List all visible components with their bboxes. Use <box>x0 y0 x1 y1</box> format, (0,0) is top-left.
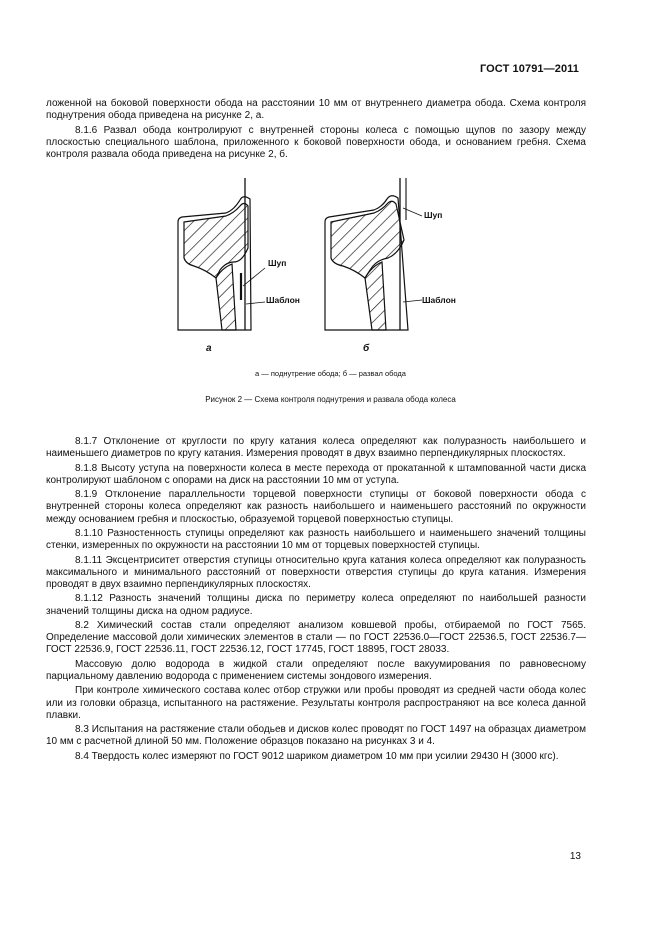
paragraph-8-1-11: 8.1.11 Эксцентриситет отверстия ступицы относительно круга катания колеса определяют как полуразность максимального и минимального расстояний от поверхности отверстия ступицы до круга катания. Измерения проводят в двух взаимно перпендикулярных плоскостях. <box>46 554 586 590</box>
subfigure-b-letter: б <box>363 343 370 354</box>
paragraph-8-1-10: 8.1.10 Разностенность ступицы определяют как разность наибольшего и наименьшего значений толщины стенки, измеренных по окружности на расстоянии 10 мм от торцевых поверхностей ступицы. <box>46 527 586 552</box>
probe-label-a: Шуп <box>268 258 287 268</box>
paragraph-8-3: 8.3 Испытания на растяжение стали ободьев и дисков колес проводят по ГОСТ 1497 на образцах диаметром 10 мм с расчетной длиной 50 мм. Положение образцов показано на рисунках 3 и 4. <box>46 724 586 748</box>
paragraph-hydrogen: Массовую долю водорода в жидкой стали определяют после вакуумирования по равновесному парциальному давлению водорода с применением системы зондового измерения. <box>46 658 586 682</box>
standard-number: ГОСТ 10791—2011 <box>479 63 579 75</box>
page-number: 13 <box>569 851 581 862</box>
paragraph-chemical-sampling: При контроле химического состава колес отбор стружки или пробы проводят из средней части обода колес или из головки образца, испытанного на растяжение. Результаты контроля распространяют на все колеса данной плавки. <box>46 685 586 721</box>
figure-caption: Рисунок 2 — Схема контроля поднутрения и развала обода колеса <box>205 395 456 404</box>
paragraph-8-4: 8.4 Твердость колес измеряют по ГОСТ 9012 шариком диаметром 10 мм при усилии 29430 Н (3000 кгс). <box>75 750 559 762</box>
subfigure-b-drawing <box>325 178 422 330</box>
paragraph-8-1-9: 8.1.9 Отклонение параллельности торцевой поверхности ступицы от боковой поверхности обода с внутренней стороны колеса определяют как разность наибольшего и наименьшего расстояний по окружности между основанием гребня и плоскостью, образуемой торцевой поверхностью ступицы. <box>46 489 586 525</box>
top-text-block <box>46 98 586 163</box>
template-label-b: Шаблон <box>422 295 456 305</box>
paragraph-8-2: 8.2 Химический состав стали определяют анализом ковшевой пробы, отбираемой по ГОСТ 7565. Определение массовой доли химических элементов в стали — по ГОСТ 22536.0—ГОСТ 22536.5, ГОСТ 22536.7—ГОСТ 22536.9, ГОСТ 22536.11, ГОСТ 22536.12, ГОСТ 17745, ГОСТ 18895, ГОСТ 28033. <box>46 619 586 656</box>
bottom-text-block <box>46 436 586 765</box>
paragraph-8-1-12: 8.1.12 Разность значений толщины диска по периметру колеса определяют по наибольшей разности значений толщины диска на одном радиусе. <box>46 593 586 617</box>
probe-label-b: Шуп <box>424 210 443 220</box>
subfigure-a-letter: а <box>206 343 212 354</box>
figure-2 <box>160 178 480 363</box>
figure-2-drawing <box>160 178 480 363</box>
template-label-a: Шаблон <box>266 295 300 305</box>
paragraph-8-1-7: 8.1.7 Отклонение от круглости по кругу катания колеса определяют как полуразность наибольшего и наименьшего диаметров по кругу катания. Измерения проводят в двух взаимно перпендикулярных плоскостях. <box>46 436 586 460</box>
paragraph-8-1-8: 8.1.8 Высоту уступа на поверхности колеса в месте перехода от прокатанной к штампованной части диска контролируют шаблоном с опорами на диск на расстоянии 10 мм от уступа. <box>46 462 586 486</box>
figure-legend: а — поднутрение обода; б — развал обода <box>255 369 406 378</box>
paragraph-8-1-6: 8.1.6 Развал обода контролируют с внутренней стороны колеса с помощью щупов по зазору между плоскостью специального шаблона, приложенного к боковой поверхности обода, и основанием гребня. Схема контроля развала обода приведена на рисунке 2, б. <box>46 124 586 160</box>
subfigure-a-drawing <box>178 178 265 330</box>
paragraph-continued: ложенной на боковой поверхности обода на расстоянии 10 мм от внутреннего диаметра обода. Схема контроля поднутрения обода приведена на рисунке 2, а. <box>46 98 586 122</box>
